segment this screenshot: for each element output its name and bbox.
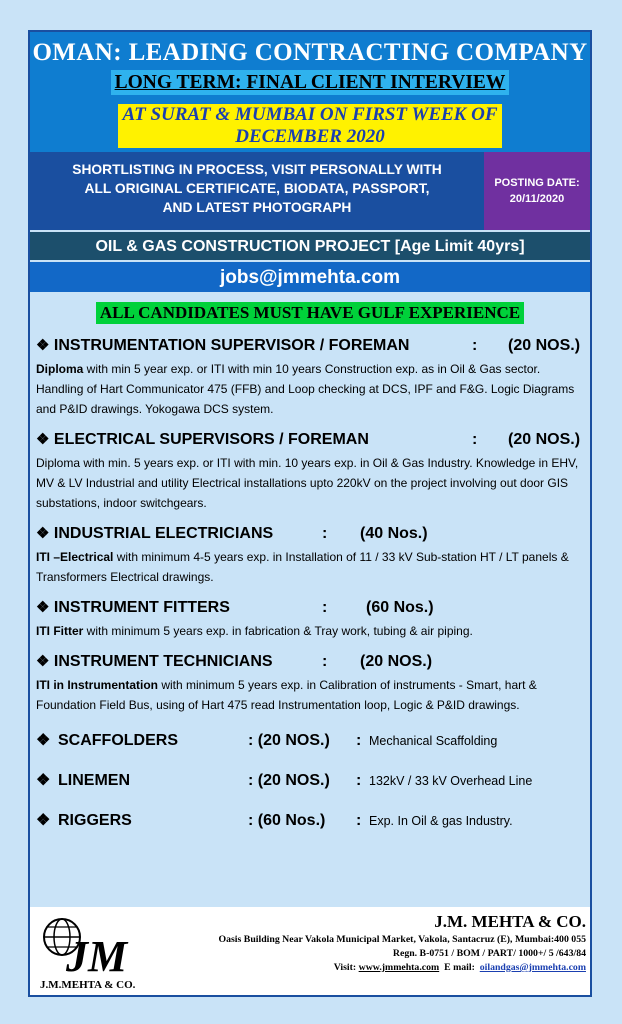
company-details: [218, 911, 586, 975]
job-colon: :: [472, 431, 478, 448]
logo-company-name: J.M.MEHTA & CO.: [40, 979, 136, 991]
header-block: [30, 32, 590, 152]
job-colon: :: [322, 653, 328, 670]
page-title: OMAN: LEADING CONTRACTING COMPANY: [32, 39, 588, 66]
interview-location: [118, 104, 501, 148]
bullet-diamond-icon: ❖: [36, 525, 50, 542]
job-item: [36, 429, 584, 513]
bullet-diamond-icon: ❖: [36, 337, 50, 354]
job-note: Mechanical Scaffolding: [369, 734, 498, 748]
job-title: INSTRUMENT FITTERS: [53, 599, 230, 616]
job-description: ITI in Instrumentation with minimum 5 years exp. in Calibration of instruments - Smart, hart & Foundation Field Bus, using of Hart 475 read Instrumentation loop, Logic & P&ID drawings.: [36, 678, 537, 712]
job-item: [36, 651, 584, 715]
job-title: INDUSTRIAL ELECTRICIANS: [53, 525, 274, 542]
globe-logo-icon: [36, 913, 134, 979]
website-link[interactable]: www.jmmehta.com: [358, 962, 440, 973]
job-note: 132kV / 33 kV Overhead Line: [369, 774, 533, 788]
job-item: [36, 597, 584, 641]
location-line-2: DECEMBER 2020: [235, 126, 385, 147]
company-footer: [30, 907, 590, 995]
job-colon: :: [322, 599, 328, 616]
bullet-diamond-icon: ❖: [36, 772, 51, 789]
gulf-experience-notice: ALL CANDIDATES MUST HAVE GULF EXPERIENCE: [96, 302, 524, 324]
job-title: INSTRUMENT TECHNICIANS: [53, 653, 273, 670]
shortlist-line-2: ALL ORIGINAL CERTIFICATE, BIODATA, PASSPORT,: [84, 181, 430, 196]
job-colon: :: [356, 732, 362, 749]
short-job-item: [36, 809, 584, 833]
shortlist-text: [30, 152, 484, 230]
job-item: [36, 335, 584, 419]
job-title: LINEMEN: [58, 772, 130, 789]
svg-text:JM: JM: [66, 932, 128, 979]
contact-email[interactable]: jobs@jmmehta.com: [30, 260, 590, 292]
posting-date-box: [484, 152, 590, 230]
shortlist-line-3: AND LATEST PHOTOGRAPH: [162, 200, 352, 215]
job-count: (20 NOS.): [360, 653, 433, 670]
job-title: SCAFFOLDERS: [58, 732, 178, 749]
job-title: RIGGERS: [58, 812, 132, 829]
company-name: J.M. MEHTA & CO.: [434, 912, 586, 931]
footer-email-link[interactable]: oilandgas@jmmehta.com: [479, 962, 586, 973]
company-logo: [36, 913, 134, 993]
registration-number: Regn. B-0751 / BOM / PART/ 1000+/ 5 /643/84: [392, 948, 586, 959]
short-job-item: [36, 769, 584, 793]
job-count: (20 NOS.): [508, 431, 581, 448]
job-title: INSTRUMENTATION SUPERVISOR / FOREMAN: [53, 337, 410, 354]
advert-frame: [28, 30, 592, 997]
posting-date-label: POSTING DATE:: [494, 177, 580, 189]
job-count: (40 Nos.): [360, 525, 428, 542]
job-item: [36, 523, 584, 587]
bullet-diamond-icon: ❖: [36, 599, 50, 616]
job-description: ITI Fitter with minimum 5 years exp. in fabrication & Tray work, tubing & air piping.: [36, 624, 473, 638]
job-colon: :: [356, 772, 362, 789]
bullet-diamond-icon: ❖: [36, 732, 51, 749]
job-count: : (60 Nos.): [248, 812, 326, 829]
job-description: Diploma with min 5 year exp. or ITI with min 10 years Construction exp. as in Oil & Gas sector. Handling of Hart Communicator 475 (FFB) and Loop checking at DCS, IPF and F&G. Logic Diagrams and P&ID drawings. Yokogawa DCS system.: [36, 362, 575, 416]
location-line-1: AT SURAT & MUMBAI ON FIRST WEEK OF: [122, 104, 498, 125]
project-banner: OIL & GAS CONSTRUCTION PROJECT [Age Limit 40yrs]: [30, 230, 590, 260]
job-note: Exp. In Oil & gas Industry.: [369, 814, 513, 828]
short-job-item: [36, 729, 584, 753]
job-description: Diploma with min. 5 years exp. or ITI with min. 10 years exp. in Oil & Gas Industry. Knowledge in EHV, MV & LV Industrial and utility Electrical installations upto 220kV on the project involving out door GIS substations, indoor switchgears.: [36, 456, 579, 510]
bullet-diamond-icon: ❖: [36, 431, 50, 448]
job-count: (60 Nos.): [366, 599, 434, 616]
job-list: [30, 324, 590, 833]
shortlist-line-1: SHORTLISTING IN PROCESS, VISIT PERSONALLY WITH: [72, 162, 442, 177]
job-description: ITI –Electrical with minimum 4-5 years exp. in Installation of 11 / 33 kV Sub-station HT / LT panels & Transformers Electrical drawings.: [36, 550, 569, 584]
job-colon: :: [322, 525, 328, 542]
job-title: ELECTRICAL SUPERVISORS / FOREMAN: [53, 431, 369, 448]
job-count: : (20 NOS.): [248, 732, 330, 749]
contact-line: Visit: www.jmmehta.com E mail: oilandgas@jmmehta.com: [333, 962, 586, 973]
bullet-diamond-icon: ❖: [36, 653, 50, 670]
job-colon: :: [472, 337, 478, 354]
job-count: (20 NOS.): [508, 337, 581, 354]
bullet-diamond-icon: ❖: [36, 812, 51, 829]
interview-subtitle: LONG TERM: FINAL CLIENT INTERVIEW: [111, 70, 510, 95]
shortlist-block: [30, 152, 590, 230]
job-colon: :: [356, 812, 362, 829]
job-count: : (20 NOS.): [248, 772, 330, 789]
posting-date-value: 20/11/2020: [509, 193, 565, 205]
company-address: Oasis Building Near Vakola Municipal Market, Vakola, Santacruz (E), Mumbai:400 055: [218, 934, 586, 945]
